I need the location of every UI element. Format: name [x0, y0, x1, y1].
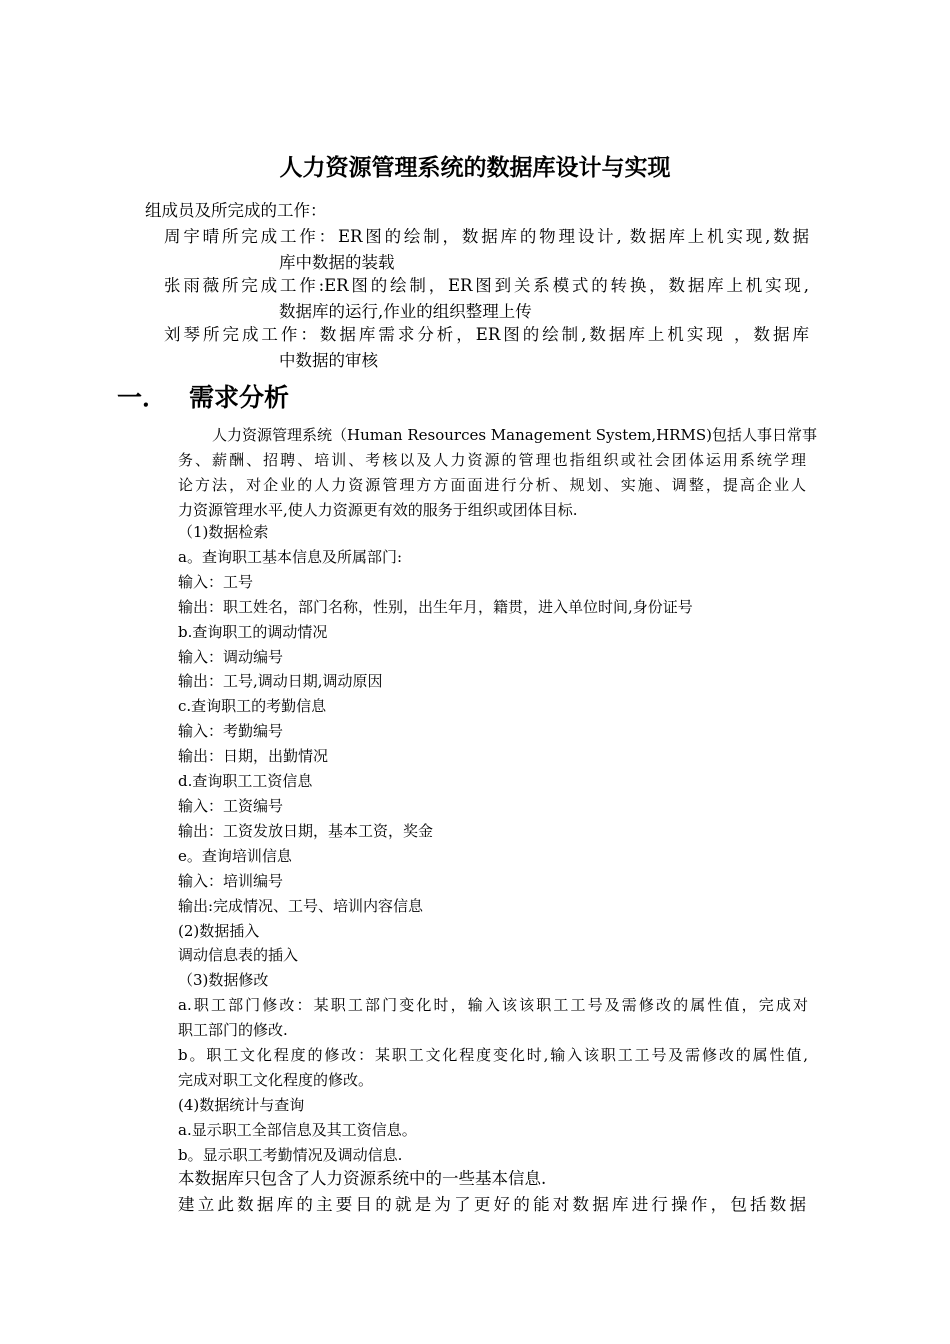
member-entry-continuation: 中数据的审核 [279, 351, 378, 370]
list-item: 完成对职工文化程度的修改。 [178, 1070, 374, 1089]
list-item: e。查询培训信息 [178, 846, 292, 865]
section-heading [117, 378, 289, 418]
list-item: c.查询职工的考勤信息 [178, 697, 327, 716]
member-entry-line: 周宇晴所完成工作：ER图的绘制，数据库的物理设计, 数据库上机实现,数据 [164, 227, 809, 246]
list-item: 职工部门的修改. [178, 1021, 288, 1040]
intro-line: 务、薪酬、招聘、培训、考核以及人力资源的管理也指组织或社会团体运用系统学理 [178, 451, 806, 469]
section-number: 一． [117, 383, 168, 412]
list-item: b.查询职工的调动情况 [178, 622, 328, 641]
list-item: 输出:完成情况、工号、培训内容信息 [178, 896, 424, 915]
list-item: (2)数据插入 [178, 921, 260, 940]
intro-line: 力资源管理水平,使人力资源更有效的服务于组织或团体目标. [178, 501, 578, 519]
list-item: a.显示职工全部信息及其工资信息。 [178, 1120, 417, 1139]
list-item: （3)数据修改 [178, 971, 269, 990]
intro-line: 人力资源管理系统（Human Resources Management System,HRMS)包括人事日常事 [212, 426, 817, 444]
list-item: 输出：工号,调动日期,调动原因 [178, 672, 383, 691]
list-item: （1)数据检索 [178, 523, 269, 541]
list-item: 输出：职工姓名，部门名称，性别，出生年月，籍贯，进入单位时间,身份证号 [178, 597, 693, 616]
closing-line: 建立此数据库的主要目的就是为了更好的能对数据库进行操作，包括数据 [178, 1195, 806, 1214]
requirements-list [178, 520, 808, 1168]
list-item: b。显示职工考勤情况及调动信息. [178, 1145, 403, 1164]
closing-line: 本数据库只包含了人力资源系统中的一些基本信息. [178, 1169, 547, 1188]
section-title: 需求分析 [189, 383, 290, 412]
member-entry [164, 322, 809, 374]
list-item: b。职工文化程度的修改：某职工文化程度变化时,输入该职工工号及需修改的属性值, [178, 1046, 808, 1065]
list-item: (4)数据统计与查询 [178, 1095, 305, 1114]
list-item: d.查询职工工资信息 [178, 772, 313, 791]
list-item: a.职工部门修改：某职工部门变化时，输入该该职工工号及需修改的属性值，完成对 [178, 996, 808, 1015]
member-entry [164, 224, 809, 276]
member-entry-continuation: 库中数据的装载 [279, 253, 395, 272]
list-item: a。查询职工基本信息及所属部门: [178, 547, 402, 566]
closing-paragraph [178, 1166, 806, 1218]
member-entry-continuation: 数据库的运行,作业的组织整理上传 [279, 302, 532, 321]
member-entry-line: 张雨薇所完成工作:ER图的绘制，ER图到关系模式的转换，数据库上机实现, [164, 276, 809, 295]
list-item: 输入：培训编号 [178, 871, 284, 890]
list-item: 输入：考勤编号 [178, 722, 284, 741]
member-entry [164, 273, 809, 325]
list-item: 输出：工资发放日期，基本工资，奖金 [178, 821, 434, 840]
list-item: 调动信息表的插入 [178, 946, 299, 965]
list-item: 输入：工资编号 [178, 796, 284, 815]
intro-line: 论方法，对企业的人力资源管理方方面面进行分析、规划、实施、调整，提高企业人 [178, 476, 806, 494]
list-item: 输入：工号 [178, 572, 254, 591]
list-item: 输出：日期，出勤情况 [178, 747, 329, 766]
member-entry-line: 刘琴所完成工作：数据库需求分析，ER图的绘制,数据库上机实现 ，数据库 [164, 325, 809, 344]
members-heading: 组成员及所完成的工作： [145, 201, 327, 220]
list-item: 输入：调动编号 [178, 647, 284, 666]
document-title: 人力资源管理系统的数据库设计与实现 [279, 154, 671, 181]
intro-paragraph [178, 423, 817, 523]
